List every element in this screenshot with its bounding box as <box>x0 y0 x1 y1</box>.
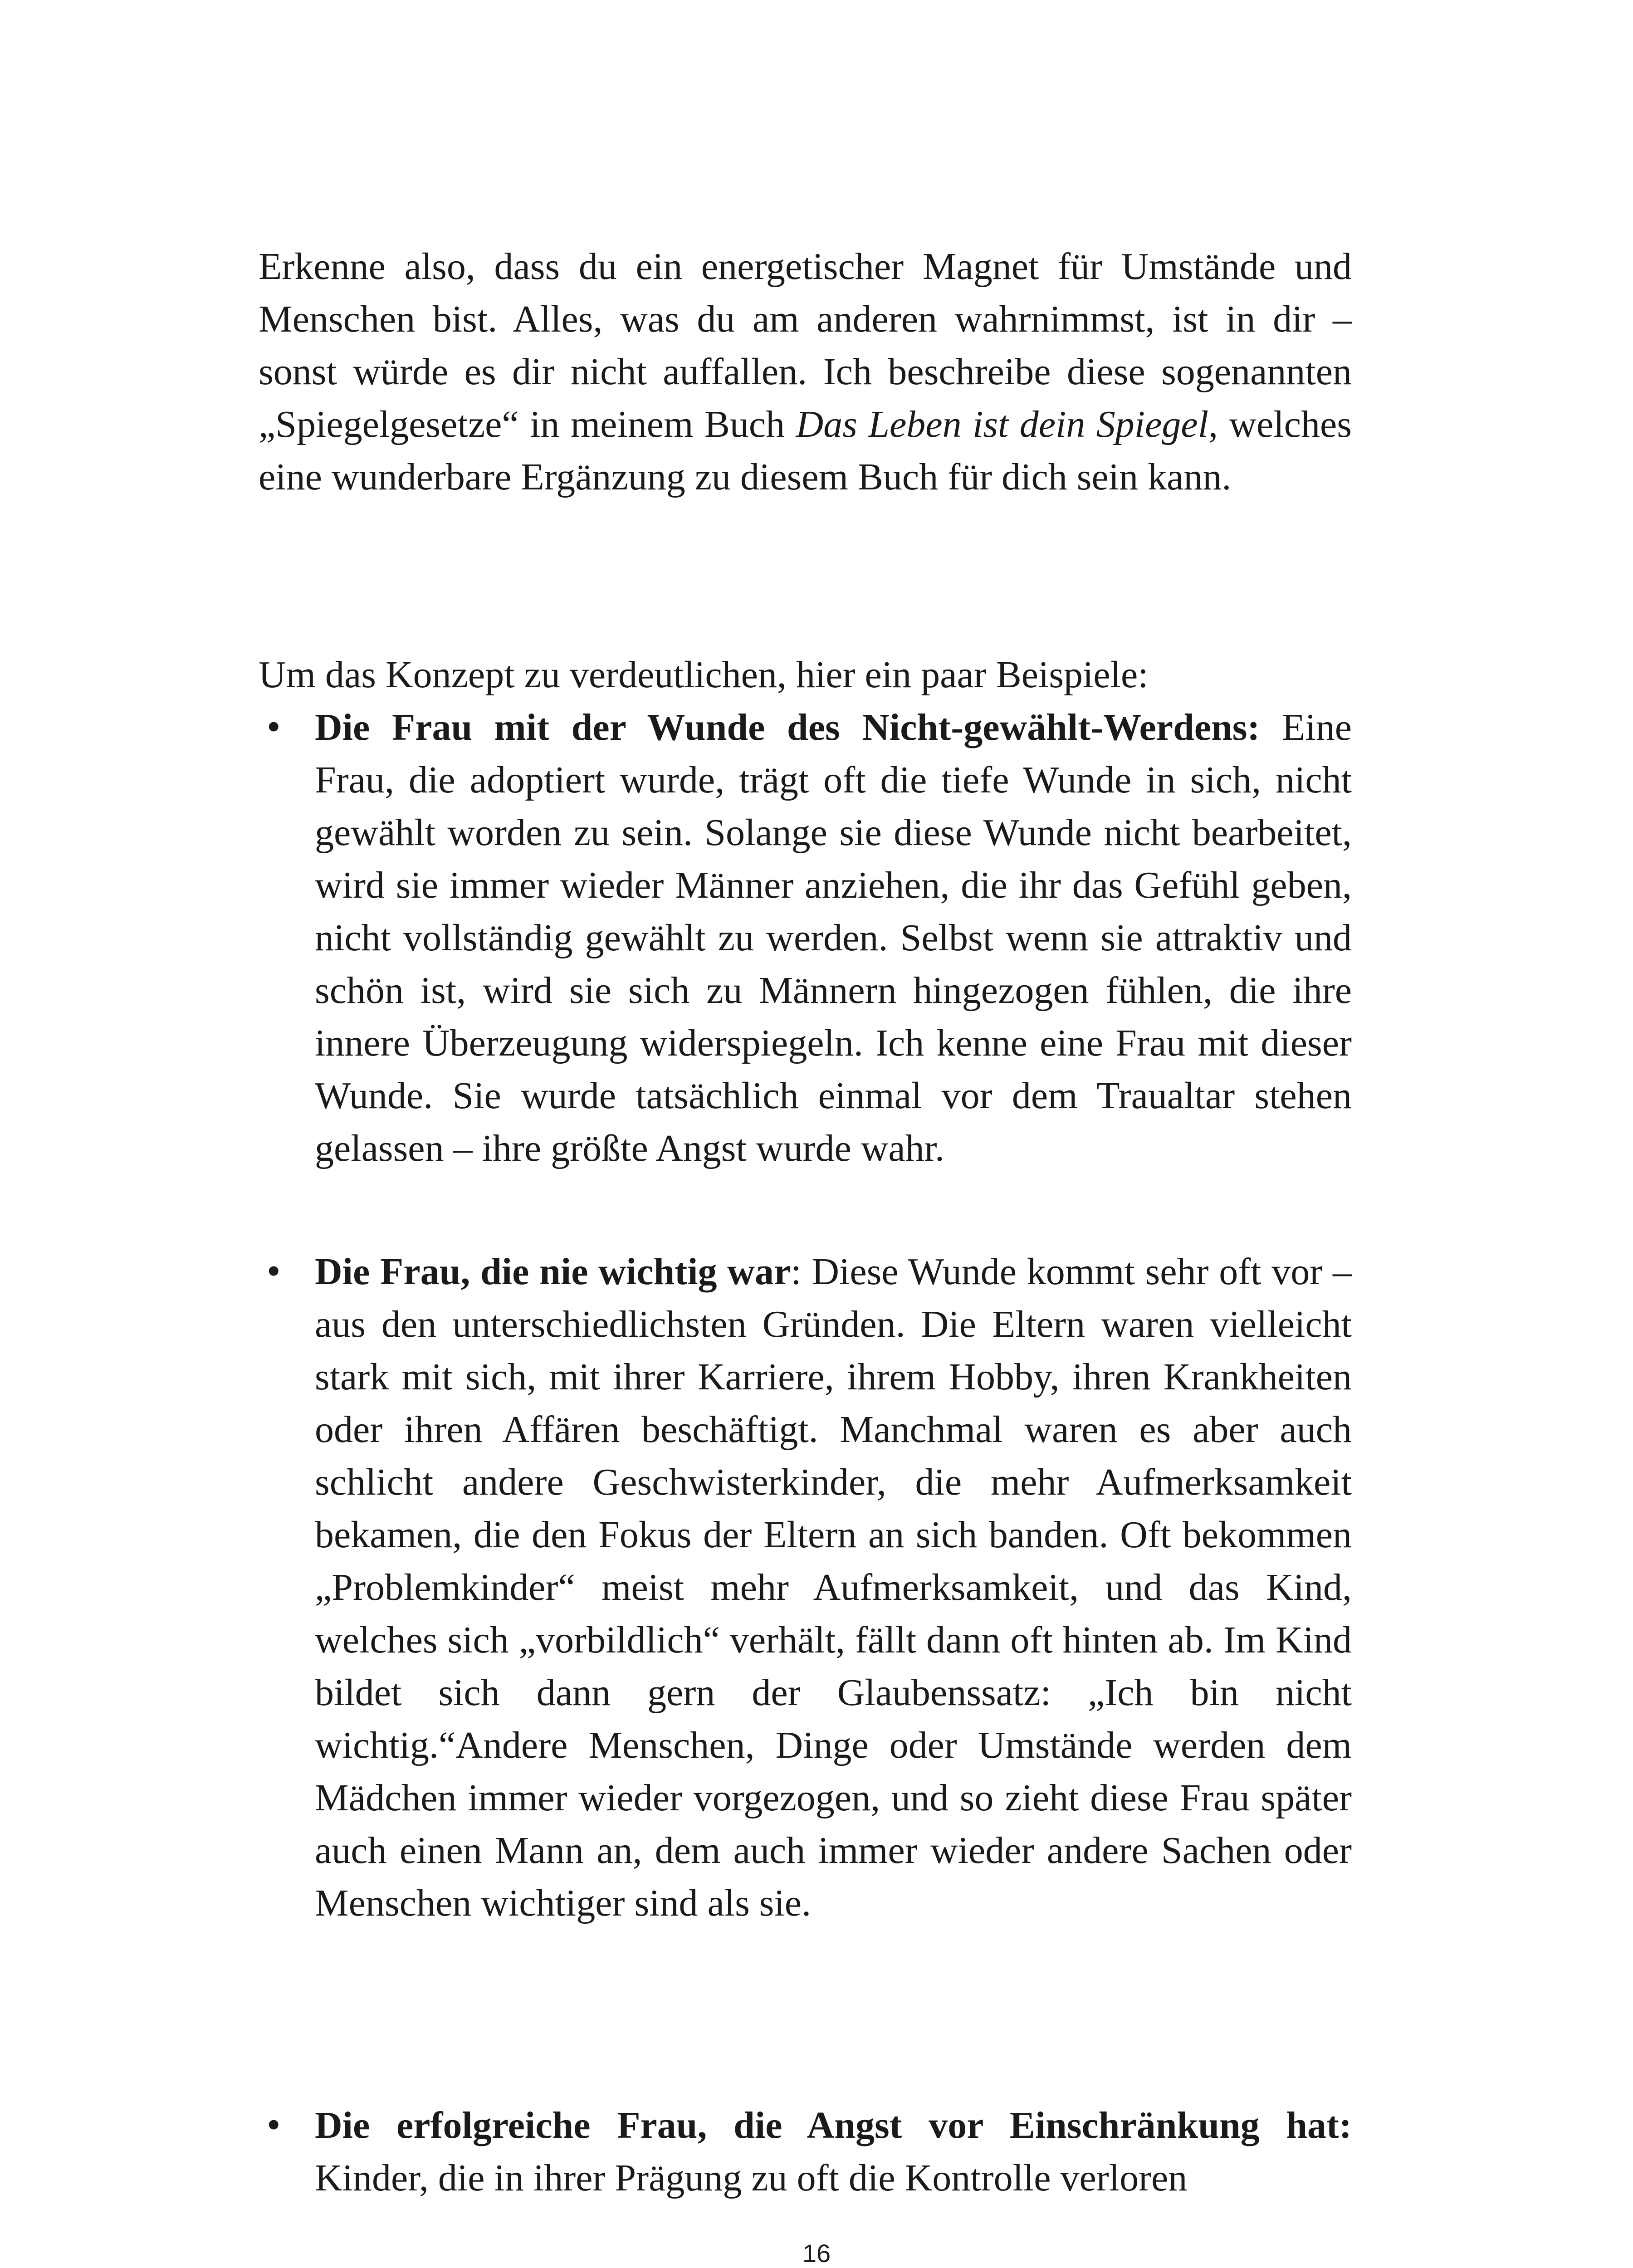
bullet-icon: • <box>264 1253 284 1291</box>
paragraph-intro-text: Erkenne also, dass du ein energetischer Magnet für Umstände und Menschen bist. Alles, was du am anderen wahrnimmst, ist in dir – sonst würde es dir nicht auffallen. Ich beschreibe diese sogenannten „Spiegelgesetze“ in meinem Buch <box>259 245 1352 445</box>
list-item <box>259 2099 1352 2204</box>
page-number: 16 <box>802 2239 831 2268</box>
list-item-body: Eine Frau, die adoptiert wurde, trägt oft die tiefe Wunde in sich, nicht gewählt worden zu sein. Solange sie diese Wunde nicht bearbeitet, wird sie immer wieder Männer anziehen, die ihr das Gefühl geben, nicht vollständig gewählt zu werden. Selbst wenn sie attraktiv und schön ist, wird sie sich zu Männern hingezogen fühlen, die ihre innere Überzeugung widerspiegeln. Ich kenne eine Frau mit dieser Wunde. Sie wurde tatsächlich einmal vor dem Traualtar stehen gelassen – ihre größte Angst wurde wahr. <box>315 706 1352 1169</box>
list-item-heading: Die Frau mit der Wunde des Nicht-gewählt-Werdens: <box>315 706 1260 748</box>
paragraph-examples-lead: Um das Konzept zu verdeutlichen, hier ein paar Beispiele: <box>259 654 1149 696</box>
bullet-icon: • <box>264 2107 284 2145</box>
list-item-heading: Die Frau, die nie wichtig war <box>315 1251 791 1293</box>
paragraph-intro-text-end: , welches eine wunderbare Ergänzung zu diesem Buch für dich sein kann. <box>259 403 1352 498</box>
book-title: Das Leben ist dein Spiegel <box>796 403 1209 445</box>
list-item-heading: Die erfolgreiche Frau, die Angst vor Einschränkung hat: <box>315 2104 1352 2146</box>
bullet-icon: • <box>264 709 284 747</box>
paragraph-intro <box>259 240 1352 503</box>
list-item-body: Kinder, die in ihrer Prägung zu oft die Kontrolle verloren <box>315 2157 1188 2199</box>
list-item <box>259 1246 1352 1930</box>
list-item <box>259 701 1352 1175</box>
list-item-body: : Diese Wunde kommt sehr oft vor – aus den unterschiedlichsten Gründen. Die Eltern waren vielleicht stark mit sich, mit ihrer Karriere, ihrem Hobby, ihren Krankheiten oder ihren Affären beschäftigt. Manchmal waren es aber auch schlicht andere Geschwisterkinder, die mehr Aufmerksamkeit bekamen, die den Fokus der Eltern an sich banden. Oft bekommen „Problemkinder“ meist mehr Aufmerksamkeit, und das Kind, welches sich „vorbildlich“ verhält, fällt dann oft hinten ab. Im Kind bildet sich dann gern der Glaubenssatz: „Ich bin nicht wichtig.“Andere Menschen, Dinge oder Umstände werden dem Mädchen immer wieder vorgezogen, und so zieht diese Frau später auch einen Mann an, dem auch immer wieder andere Sachen oder Menschen wichtiger sind als sie. <box>315 1251 1352 1924</box>
